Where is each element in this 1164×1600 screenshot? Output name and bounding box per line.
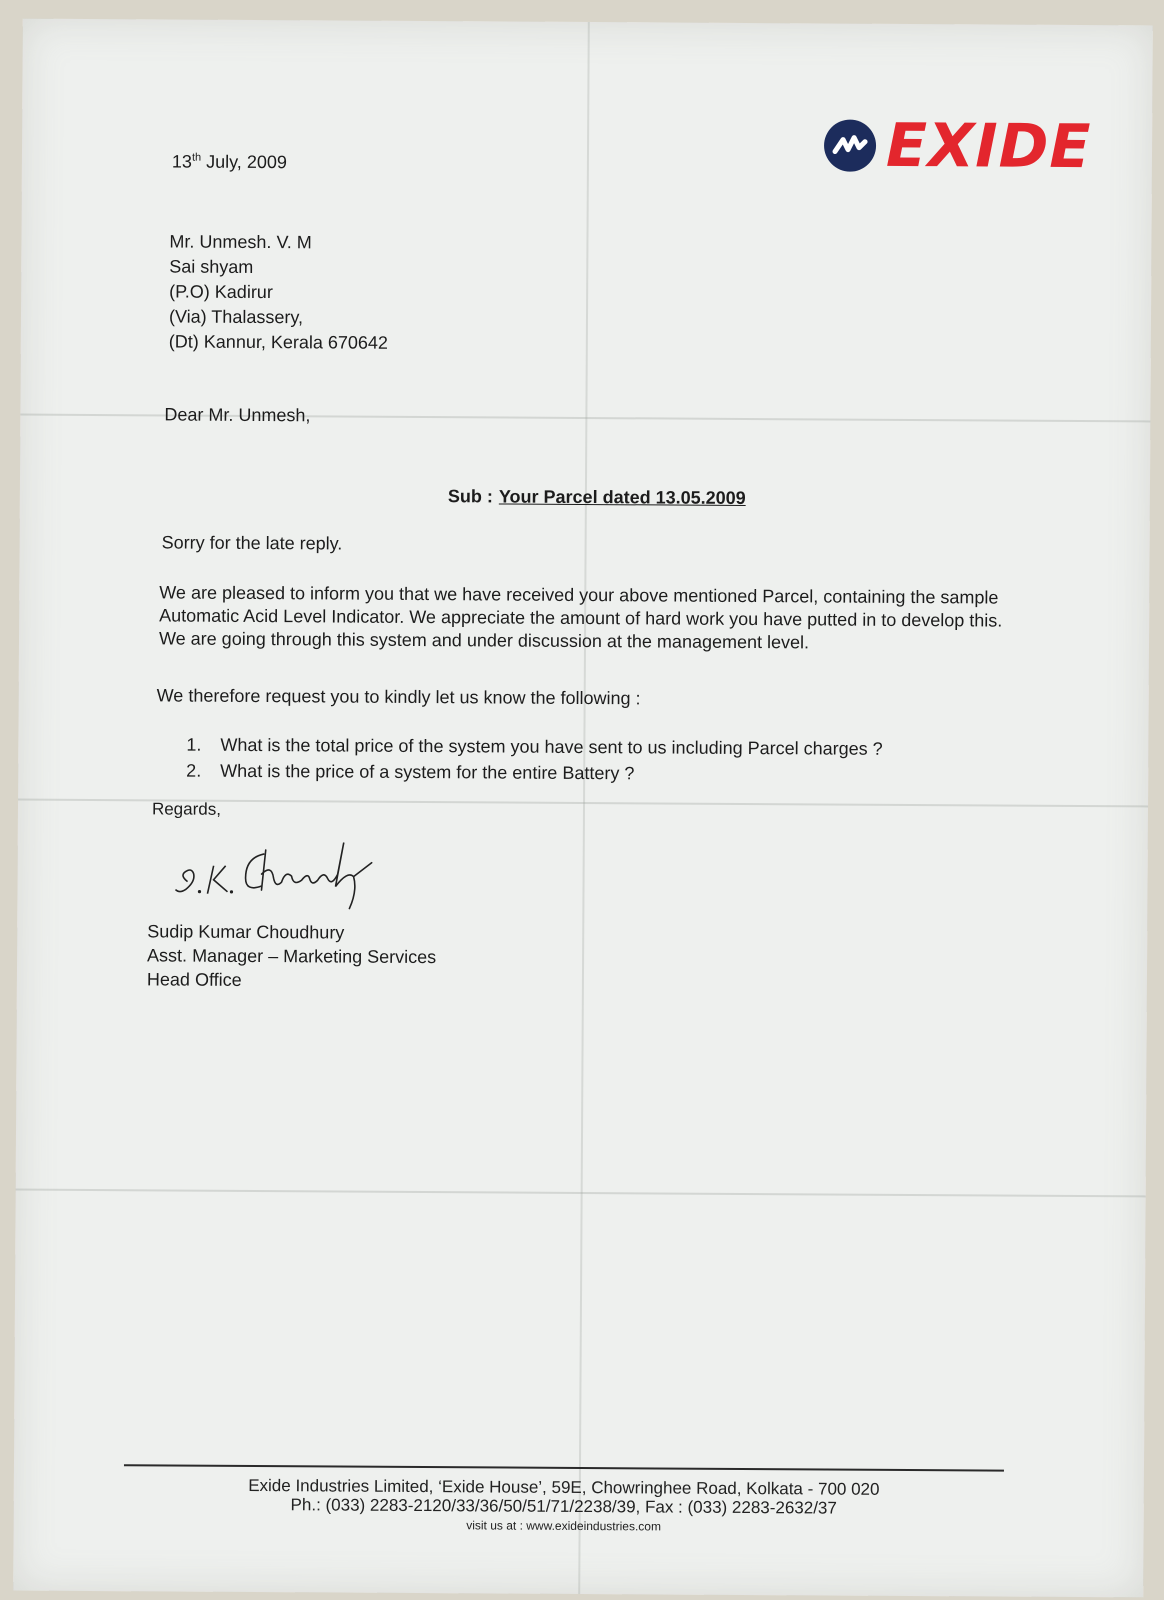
paragraph: Sorry for the late reply. <box>161 532 343 554</box>
closing: Regards, <box>151 799 222 819</box>
footer-website: visit us at : www.exideindustries.com <box>466 1518 662 1534</box>
signer-name: Sudip Kumar Choudhury <box>147 921 345 943</box>
subject-line: Sub : Your Parcel dated 13.05.2009 <box>447 486 746 508</box>
exide-logo <box>824 110 1092 183</box>
paragraph: We therefore request you to kindly let us know the following : <box>156 685 641 709</box>
paragraph: We are pleased to inform you that we have received your above mentioned Parcel, containing the sample Automatic Acid Level Indicator. We appreciate the amount of hard work you have putted in to develop this. We are going through this system and under discussion at the management level. <box>158 582 1003 653</box>
footer-address: Exide Industries Limited, ‘Exide House’, 59E, Chowringhee Road, Kolkata - 700 020 <box>248 1475 880 1499</box>
handwritten-signature <box>167 829 408 915</box>
footer-phone: Ph.: (033) 2283-2120/33/36/50/51/71/2238/39, Fax : (033) 2283-2632/37 <box>290 1495 837 1518</box>
address-line: (P.O) Kadirur <box>169 281 273 303</box>
question-list <box>186 732 883 788</box>
fold-line <box>578 22 590 1594</box>
letter-sheet <box>13 19 1153 1598</box>
recipient-name: Mr. Unmesh. V. M <box>169 231 312 253</box>
salutation: Dear Mr. Unmesh, <box>164 404 311 426</box>
recipient-address <box>169 229 389 355</box>
address-line: (Via) Thalassery, <box>168 306 304 328</box>
letter-date: 13th July, 2009 <box>171 151 287 173</box>
signer-office: Head Office <box>146 969 242 990</box>
subject-text: Your Parcel dated 13.05.2009 <box>498 486 746 508</box>
brand-name: EXIDE <box>885 110 1092 183</box>
list-item: 1. What is the total price of the system you have sent to us including Parcel charges ? <box>186 734 883 759</box>
address-line: Sai shyam <box>169 256 254 277</box>
signer-title: Asst. Manager – Marketing Services <box>147 945 437 968</box>
letterhead-footer <box>124 1475 1004 1538</box>
address-line: (Dt) Kannur, Kerala 670642 <box>168 331 389 353</box>
list-item: 2. What is the price of a system for the entire Battery ? <box>186 760 635 784</box>
exide-logo-icon <box>824 119 876 171</box>
footer-divider <box>124 1464 1004 1471</box>
signer-block <box>147 919 437 993</box>
